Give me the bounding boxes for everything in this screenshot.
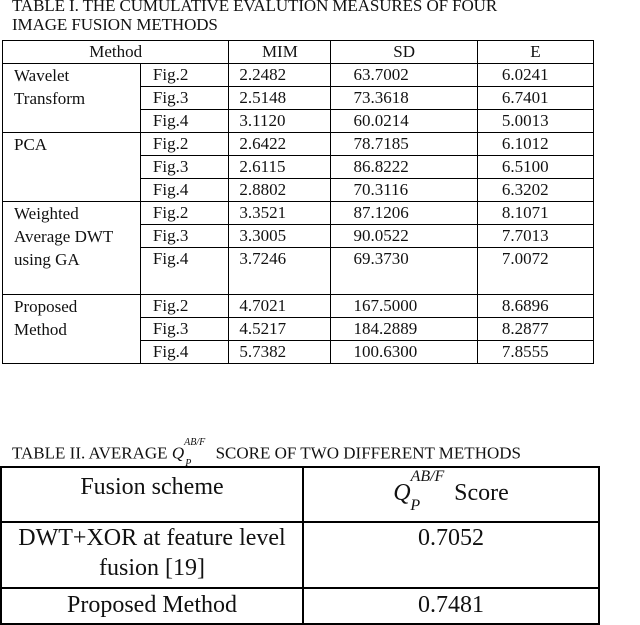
e-cell: 6.0241 [477,64,593,87]
e-cell: 8.1071 [477,202,593,225]
mim-cell: 2.6422 [229,133,331,156]
fig-cell: Fig.3 [140,87,228,110]
fig-cell: Fig.2 [140,202,228,225]
e-cell: 7.0072 [477,248,593,295]
mim-cell: 2.8802 [229,179,331,202]
score-cell: 0.7052 [303,522,599,588]
mim-cell: 4.5217 [229,318,331,341]
evaluation-measures-table [2,40,594,364]
q-score-table [0,466,600,625]
table-row [3,133,594,156]
fig-cell: Fig.4 [140,341,228,364]
table2-header-row [1,467,599,522]
table1-caption-line2: IMAGE FUSION METHODS [12,15,218,34]
e-cell: 6.3202 [477,179,593,202]
sd-cell: 90.0522 [331,225,477,248]
method-cell: Wavelet Transform [3,64,141,133]
table-row [1,588,599,624]
mim-cell: 5.7382 [229,341,331,364]
sd-cell: 100.6300 [331,341,477,364]
header-fusion-scheme: Fusion scheme [1,467,303,522]
sd-cell: 73.3618 [331,87,477,110]
sd-cell: 63.7002 [331,64,477,87]
table-row [1,522,599,588]
e-cell: 5.0013 [477,110,593,133]
e-cell: 7.8555 [477,341,593,364]
mim-cell: 3.1120 [229,110,331,133]
table-row [3,202,594,225]
mim-cell: 3.3005 [229,225,331,248]
e-cell: 8.2877 [477,318,593,341]
mim-cell: 2.2482 [229,64,331,87]
scheme-cell: Proposed Method [1,588,303,624]
method-cell: Weighted Average DWT using GA [3,202,141,295]
e-cell: 7.7013 [477,225,593,248]
fig-cell: Fig.3 [140,318,228,341]
sd-cell: 86.8222 [331,156,477,179]
fig-cell: Fig.4 [140,110,228,133]
table1-caption [12,0,497,34]
table-row [3,295,594,318]
method-cell: Proposed Method [3,295,141,364]
fig-cell: Fig.2 [140,295,228,318]
table1-caption-line1: TABLE I. THE CUMULATIVE EVALUTION MEASURES OF FOUR [12,0,498,15]
sd-cell: 60.0214 [331,110,477,133]
sd-cell: 87.1206 [331,202,477,225]
table2-caption-suffix: SCORE OF TWO DIFFERENT METHODS [215,443,521,463]
sd-cell: 184.2889 [331,318,477,341]
fig-cell: Fig.4 [140,248,228,295]
fig-cell: Fig.2 [140,64,228,87]
table1-header-row [3,41,594,64]
fig-cell: Fig.3 [140,156,228,179]
q-metric-symbol: $Q^{AB/F}_P$ [171,437,206,470]
e-cell: 6.7401 [477,87,593,110]
header-sd: SD [331,41,477,64]
header-e: E [477,41,593,64]
header-score: $Q^{AB/F}_P$ Score [303,467,599,522]
mim-cell: 2.5148 [229,87,331,110]
table1-body [3,64,594,364]
mim-cell: 2.6115 [229,156,331,179]
fig-cell: Fig.2 [140,133,228,156]
sd-cell: 78.7185 [331,133,477,156]
e-cell: 8.6896 [477,295,593,318]
sd-cell: 167.5000 [331,295,477,318]
fig-cell: Fig.4 [140,179,228,202]
mim-cell: 3.3521 [229,202,331,225]
fig-cell: Fig.3 [140,225,228,248]
scheme-cell: DWT+XOR at feature level fusion [19] [1,522,303,588]
mim-cell: 4.7021 [229,295,331,318]
table2-caption-prefix: TABLE II. AVERAGE [12,443,168,463]
e-cell: 6.5100 [477,156,593,179]
header-method: Method [3,41,229,64]
mim-cell: 3.7246 [229,248,331,295]
header-mim: MIM [229,41,331,64]
table-row [3,64,594,87]
sd-cell: 70.3116 [331,179,477,202]
score-cell: 0.7481 [303,588,599,624]
method-cell: PCA [3,133,141,202]
e-cell: 6.1012 [477,133,593,156]
sd-cell: 69.3730 [331,248,477,295]
